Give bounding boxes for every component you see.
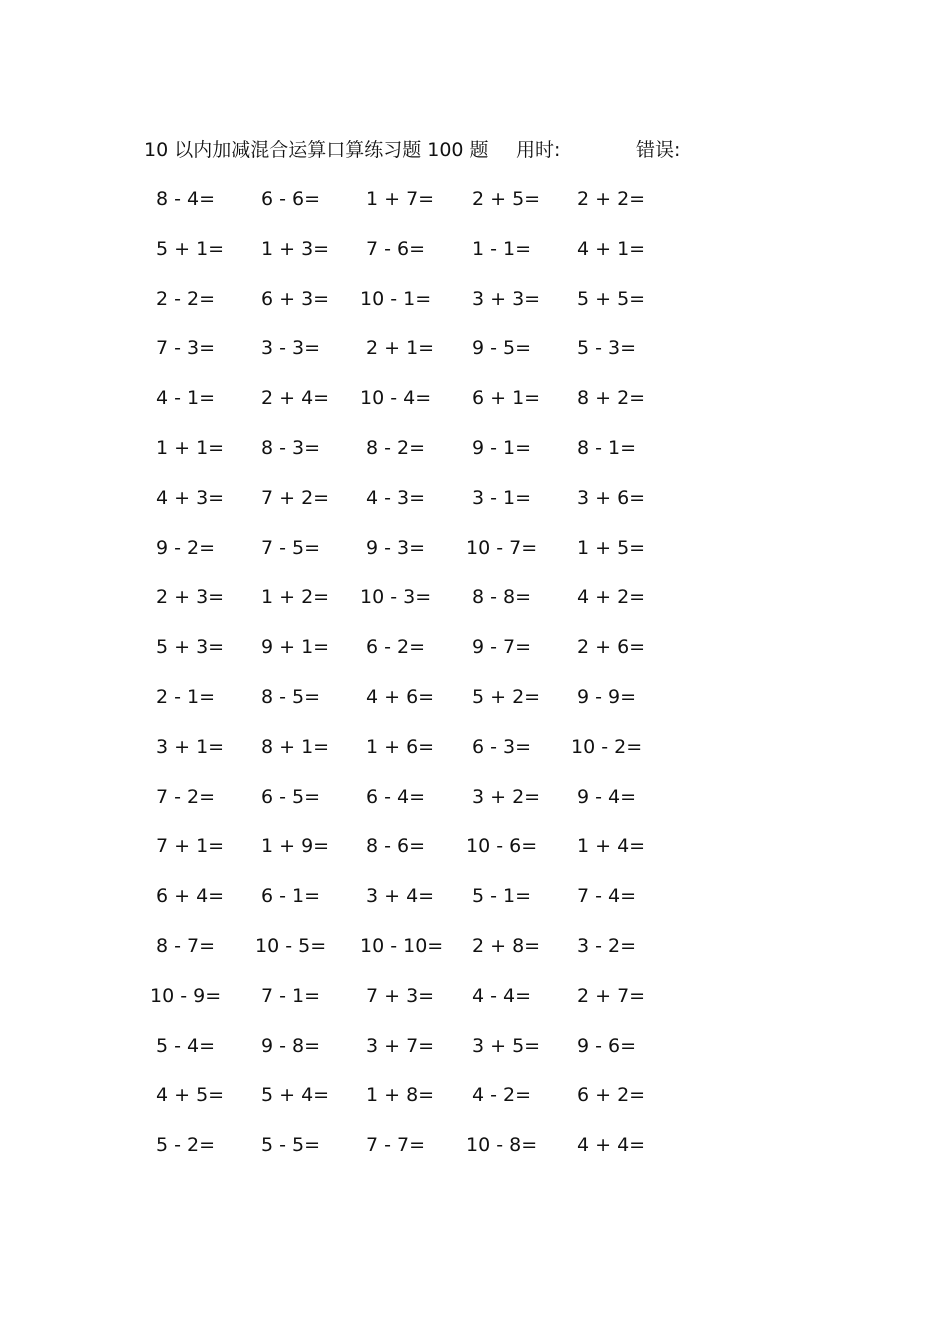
problem-row [150,883,710,933]
problem-item: 3 + 6= [577,486,646,509]
problem-item: 3 - 2= [577,934,637,957]
problem-item: 3 + 5= [472,1034,541,1057]
problem-item: 10 - 4= [360,387,432,410]
problem-item: 1 + 8= [366,1084,435,1107]
problem-item: 3 + 7= [366,1034,435,1057]
problem-item: 2 - 1= [156,685,216,708]
problem-item: 5 + 4= [261,1084,330,1107]
problem-item: 4 + 1= [577,237,646,260]
problem-item: 7 + 1= [156,835,225,858]
problem-row [150,186,710,236]
problem-item: 9 - 6= [577,1034,637,1057]
problem-item: 6 - 3= [472,735,532,758]
problem-item: 4 - 1= [156,387,216,410]
problem-grid [150,186,710,1182]
problem-item: 3 - 1= [472,486,532,509]
problem-item: 6 - 6= [261,188,321,210]
problem-item: 3 + 1= [156,735,225,758]
problem-item: 10 - 7= [466,536,538,559]
problem-item: 2 + 7= [577,984,646,1007]
problem-row [150,1082,710,1132]
problem-item: 9 - 1= [472,436,532,459]
problem-item: 9 - 4= [577,785,637,808]
problem-item: 4 + 2= [577,586,646,609]
problem-item: 7 - 3= [156,337,216,360]
problem-item: 9 - 3= [366,536,426,559]
problem-item: 1 - 1= [472,237,532,260]
problem-item: 6 - 5= [261,785,321,808]
time-used-label: 用时: [516,139,561,161]
problem-item: 4 + 4= [577,1134,646,1157]
problem-row [150,335,710,385]
problem-item: 8 - 4= [156,188,216,210]
problem-item: 8 - 1= [577,436,637,459]
worksheet-title: 10 以内加减混合运算口算练习题 100 题 [144,139,489,161]
problem-item: 4 + 5= [156,1084,225,1107]
problem-item: 8 - 7= [156,934,216,957]
problem-item: 9 - 9= [577,685,637,708]
problem-item: 5 + 1= [156,237,225,260]
problem-item: 9 - 2= [156,536,216,559]
problem-item: 7 - 1= [261,984,321,1007]
problem-row [150,634,710,684]
problem-item: 5 - 5= [261,1134,321,1157]
problem-item: 3 + 2= [472,785,541,808]
problem-item: 1 + 5= [577,536,646,559]
problem-item: 9 - 5= [472,337,532,360]
problem-row [150,684,710,734]
problem-row [150,236,710,286]
problem-item: 8 - 8= [472,586,532,609]
problem-item: 5 - 3= [577,337,637,360]
problem-item: 10 - 10= [360,934,444,957]
problem-item: 3 + 4= [366,885,435,908]
problem-item: 8 - 5= [261,685,321,708]
problem-item: 9 - 7= [472,636,532,659]
problem-item: 10 - 6= [466,835,538,858]
problem-item: 2 + 3= [156,586,225,609]
problem-item: 6 - 4= [366,785,426,808]
problem-item: 9 - 8= [261,1034,321,1057]
problem-row [150,385,710,435]
problem-item: 5 + 2= [472,685,541,708]
problem-row [150,734,710,784]
problem-item: 6 + 3= [261,287,330,310]
problem-item: 7 - 6= [366,237,426,260]
problem-item: 10 - 8= [466,1134,538,1157]
problem-item: 4 - 3= [366,486,426,509]
problem-item: 10 - 3= [360,586,432,609]
problem-item: 5 - 2= [156,1134,216,1157]
problem-item: 1 + 3= [261,237,330,260]
problem-item: 1 + 7= [366,188,435,210]
problem-item: 2 + 1= [366,337,435,360]
problem-item: 5 - 1= [472,885,532,908]
problem-item: 6 - 2= [366,636,426,659]
problem-item: 8 + 2= [577,387,646,410]
problem-item: 4 + 3= [156,486,225,509]
problem-item: 5 + 5= [577,287,646,310]
problem-row [150,286,710,336]
error-count-label: 错误: [636,139,681,161]
problem-row [150,1132,710,1182]
problem-item: 7 - 7= [366,1134,426,1157]
problem-item: 2 - 2= [156,287,216,310]
problem-row [150,485,710,535]
problem-row [150,435,710,485]
problem-item: 10 - 1= [360,287,432,310]
problem-item: 2 + 5= [472,188,541,210]
problem-item: 1 + 6= [366,735,435,758]
problem-item: 2 + 2= [577,188,646,210]
problem-item: 10 - 9= [150,984,222,1007]
problem-item: 5 - 4= [156,1034,216,1057]
problem-row [150,833,710,883]
problem-item: 8 - 3= [261,436,321,459]
problem-item: 4 + 6= [366,685,435,708]
problem-item: 1 + 9= [261,835,330,858]
problem-item: 10 - 5= [255,934,327,957]
worksheet-header [144,137,681,163]
problem-row [150,535,710,585]
problem-row [150,933,710,983]
problem-row [150,983,710,1033]
problem-item: 6 + 2= [577,1084,646,1107]
problem-item: 1 + 2= [261,586,330,609]
problem-item: 4 - 2= [472,1084,532,1107]
problem-item: 5 + 3= [156,636,225,659]
problem-item: 2 + 6= [577,636,646,659]
problem-item: 1 + 1= [156,436,225,459]
problem-item: 3 - 3= [261,337,321,360]
problem-item: 6 + 4= [156,885,225,908]
problem-item: 8 - 2= [366,436,426,459]
problem-item: 2 + 8= [472,934,541,957]
problem-item: 7 + 2= [261,486,330,509]
problem-item: 2 + 4= [261,387,330,410]
problem-item: 7 - 5= [261,536,321,559]
problem-item: 7 + 3= [366,984,435,1007]
problem-item: 4 - 4= [472,984,532,1007]
problem-row [150,1033,710,1083]
problem-item: 8 - 6= [366,835,426,858]
problem-item: 7 - 4= [577,885,637,908]
problem-item: 3 + 3= [472,287,541,310]
problem-item: 6 + 1= [472,387,541,410]
problem-item: 9 + 1= [261,636,330,659]
problem-item: 1 + 4= [577,835,646,858]
problem-row [150,784,710,834]
problem-item: 7 - 2= [156,785,216,808]
problem-item: 10 - 2= [571,735,643,758]
problem-item: 6 - 1= [261,885,321,908]
problem-item: 8 + 1= [261,735,330,758]
problem-row [150,584,710,634]
